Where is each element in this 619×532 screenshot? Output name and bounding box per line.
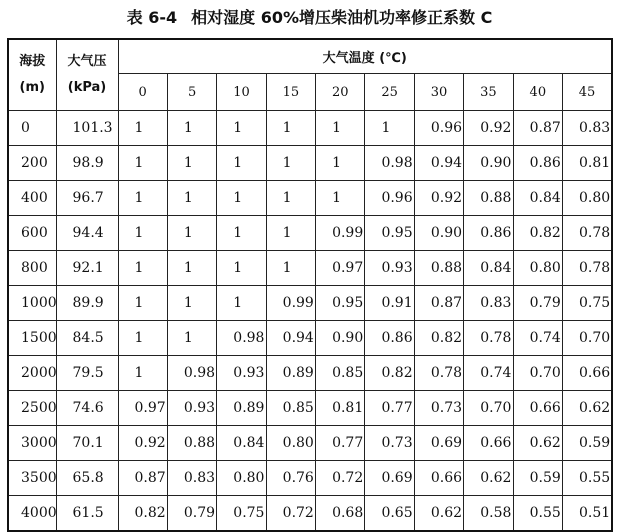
coefficient-cell: 1 xyxy=(118,251,167,286)
coefficient-cell: 0.83 xyxy=(563,111,612,146)
coefficient-cell: 0.75 xyxy=(217,496,266,532)
coefficient-cell: 0.58 xyxy=(464,496,513,532)
temperature-column-header: 15 xyxy=(266,74,315,111)
coefficient-cell: 0.85 xyxy=(316,356,365,391)
altitude-cell: 3000 xyxy=(8,426,56,461)
coefficient-cell: 0.83 xyxy=(464,286,513,321)
table-row xyxy=(8,251,612,286)
coefficient-cell: 0.78 xyxy=(414,356,463,391)
temperature-column-header: 0 xyxy=(118,74,167,111)
coefficient-cell: 1 xyxy=(118,356,167,391)
coefficient-cell: 0.77 xyxy=(316,426,365,461)
coefficient-cell: 0.82 xyxy=(414,321,463,356)
pressure-cell: 61.5 xyxy=(56,496,118,532)
coefficient-cell: 0.70 xyxy=(513,356,562,391)
coefficient-cell: 0.51 xyxy=(563,496,612,532)
table-number: 表 6-4 xyxy=(126,8,178,27)
coefficient-cell: 0.89 xyxy=(217,391,266,426)
coefficient-cell: 0.59 xyxy=(563,426,612,461)
coefficient-cell: 0.73 xyxy=(414,391,463,426)
coefficient-cell: 0.97 xyxy=(316,251,365,286)
temperature-column-header: 35 xyxy=(464,74,513,111)
coefficient-cell: 0.72 xyxy=(266,496,315,532)
coefficient-cell: 0.69 xyxy=(414,426,463,461)
coefficient-cell: 1 xyxy=(365,111,414,146)
coefficient-cell: 0.78 xyxy=(563,251,612,286)
coefficient-cell: 0.93 xyxy=(217,356,266,391)
coefficient-cell: 1 xyxy=(167,251,216,286)
coefficient-cell: 0.92 xyxy=(118,426,167,461)
temperature-column-header: 30 xyxy=(414,74,463,111)
coefficient-cell: 1 xyxy=(266,216,315,251)
coefficient-cell: 0.88 xyxy=(414,251,463,286)
coefficient-cell: 0.78 xyxy=(563,216,612,251)
coefficient-cell: 1 xyxy=(167,111,216,146)
coefficient-cell: 1 xyxy=(217,216,266,251)
pressure-cell: 65.8 xyxy=(56,461,118,496)
coefficient-cell: 0.88 xyxy=(464,181,513,216)
altitude-cell: 4000 xyxy=(8,496,56,532)
coefficient-cell: 0.87 xyxy=(513,111,562,146)
coefficient-cell: 0.80 xyxy=(563,181,612,216)
coefficient-cell: 0.91 xyxy=(365,286,414,321)
temperature-column-header: 5 xyxy=(167,74,216,111)
coefficient-cell: 0.79 xyxy=(513,286,562,321)
altitude-cell: 600 xyxy=(8,216,56,251)
coefficient-cell: 1 xyxy=(217,111,266,146)
temperature-header: 大气温度 (℃) xyxy=(118,39,612,74)
coefficient-cell: 0.66 xyxy=(513,391,562,426)
altitude-cell: 1000 xyxy=(8,286,56,321)
table-caption: 相对湿度 60%增压柴油机功率修正系数 C xyxy=(191,8,493,27)
coefficient-cell: 0.79 xyxy=(167,496,216,532)
coefficient-cell: 0.99 xyxy=(316,216,365,251)
coefficient-cell: 1 xyxy=(266,251,315,286)
coefficient-cell: 1 xyxy=(217,251,266,286)
coefficient-cell: 1 xyxy=(118,111,167,146)
pressure-header: 大气压 (kPa) xyxy=(56,39,118,111)
temperature-column-header: 40 xyxy=(513,74,562,111)
altitude-cell: 2500 xyxy=(8,391,56,426)
coefficient-cell: 0.92 xyxy=(464,111,513,146)
coefficient-cell: 0.90 xyxy=(464,146,513,181)
coefficient-cell: 0.70 xyxy=(563,321,612,356)
coefficient-cell: 0.86 xyxy=(365,321,414,356)
coefficient-cell: 0.87 xyxy=(414,286,463,321)
coefficient-cell: 0.95 xyxy=(316,286,365,321)
coefficient-cell: 1 xyxy=(217,181,266,216)
coefficient-cell: 0.82 xyxy=(513,216,562,251)
coefficient-cell: 1 xyxy=(266,146,315,181)
coefficient-cell: 0.80 xyxy=(217,461,266,496)
coefficient-cell: 0.98 xyxy=(217,321,266,356)
coefficient-cell: 0.90 xyxy=(414,216,463,251)
coefficient-cell: 0.99 xyxy=(266,286,315,321)
table-row xyxy=(8,321,612,356)
coefficient-cell: 0.62 xyxy=(563,391,612,426)
coefficient-cell: 1 xyxy=(266,111,315,146)
coefficient-cell: 1 xyxy=(316,181,365,216)
table-row xyxy=(8,181,612,216)
coefficient-cell: 0.66 xyxy=(414,461,463,496)
coefficient-cell: 1 xyxy=(266,181,315,216)
coefficient-cell: 0.77 xyxy=(365,391,414,426)
temperature-column-header: 20 xyxy=(316,74,365,111)
coefficient-cell: 0.74 xyxy=(464,356,513,391)
coefficient-cell: 0.80 xyxy=(266,426,315,461)
coefficient-cell: 0.96 xyxy=(365,181,414,216)
coefficient-cell: 0.93 xyxy=(167,391,216,426)
coefficient-cell: 0.59 xyxy=(513,461,562,496)
pressure-cell: 96.7 xyxy=(56,181,118,216)
coefficient-cell: 0.82 xyxy=(365,356,414,391)
coefficient-cell: 0.83 xyxy=(167,461,216,496)
coefficient-cell: 0.68 xyxy=(316,496,365,532)
coefficient-cell: 0.88 xyxy=(167,426,216,461)
coefficient-cell: 0.98 xyxy=(365,146,414,181)
coefficient-cell: 0.70 xyxy=(464,391,513,426)
table-title xyxy=(0,4,619,32)
coefficient-cell: 0.76 xyxy=(266,461,315,496)
coefficient-cell: 0.94 xyxy=(414,146,463,181)
correction-table xyxy=(7,38,613,532)
altitude-cell: 3500 xyxy=(8,461,56,496)
pressure-cell: 101.3 xyxy=(56,111,118,146)
pressure-cell: 98.9 xyxy=(56,146,118,181)
pressure-cell: 84.5 xyxy=(56,321,118,356)
table-row xyxy=(8,426,612,461)
coefficient-cell: 0.92 xyxy=(414,181,463,216)
altitude-cell: 0 xyxy=(8,111,56,146)
pressure-cell: 89.9 xyxy=(56,286,118,321)
coefficient-cell: 0.81 xyxy=(563,146,612,181)
coefficient-cell: 1 xyxy=(167,216,216,251)
table-row xyxy=(8,496,612,532)
pressure-cell: 79.5 xyxy=(56,356,118,391)
pressure-cell: 92.1 xyxy=(56,251,118,286)
altitude-cell: 2000 xyxy=(8,356,56,391)
coefficient-cell: 1 xyxy=(118,286,167,321)
coefficient-cell: 0.81 xyxy=(316,391,365,426)
coefficient-cell: 0.82 xyxy=(118,496,167,532)
temperature-column-header: 10 xyxy=(217,74,266,111)
pressure-cell: 94.4 xyxy=(56,216,118,251)
pressure-cell: 70.1 xyxy=(56,426,118,461)
coefficient-cell: 0.62 xyxy=(513,426,562,461)
coefficient-cell: 0.89 xyxy=(266,356,315,391)
pressure-cell: 74.6 xyxy=(56,391,118,426)
coefficient-cell: 0.84 xyxy=(513,181,562,216)
table-row xyxy=(8,216,612,251)
coefficient-cell: 0.73 xyxy=(365,426,414,461)
coefficient-cell: 1 xyxy=(217,286,266,321)
table-row xyxy=(8,111,612,146)
coefficient-cell: 0.55 xyxy=(563,461,612,496)
coefficient-cell: 0.94 xyxy=(266,321,315,356)
coefficient-cell: 0.84 xyxy=(464,251,513,286)
coefficient-cell: 0.95 xyxy=(365,216,414,251)
coefficient-cell: 0.66 xyxy=(563,356,612,391)
coefficient-cell: 1 xyxy=(118,321,167,356)
coefficient-cell: 0.62 xyxy=(414,496,463,532)
coefficient-cell: 0.72 xyxy=(316,461,365,496)
coefficient-cell: 1 xyxy=(118,181,167,216)
coefficient-cell: 1 xyxy=(167,181,216,216)
table-body xyxy=(8,111,612,532)
table-row xyxy=(8,356,612,391)
coefficient-cell: 0.55 xyxy=(513,496,562,532)
coefficient-cell: 0.90 xyxy=(316,321,365,356)
coefficient-cell: 0.85 xyxy=(266,391,315,426)
coefficient-cell: 0.87 xyxy=(118,461,167,496)
coefficient-cell: 0.98 xyxy=(167,356,216,391)
coefficient-cell: 0.66 xyxy=(464,426,513,461)
coefficient-cell: 0.96 xyxy=(414,111,463,146)
altitude-cell: 1500 xyxy=(8,321,56,356)
coefficient-cell: 1 xyxy=(118,146,167,181)
table-row xyxy=(8,286,612,321)
temperature-column-header: 25 xyxy=(365,74,414,111)
coefficient-cell: 0.97 xyxy=(118,391,167,426)
coefficient-cell: 0.93 xyxy=(365,251,414,286)
coefficient-cell: 0.69 xyxy=(365,461,414,496)
coefficient-cell: 1 xyxy=(316,146,365,181)
coefficient-cell: 1 xyxy=(167,286,216,321)
coefficient-cell: 0.65 xyxy=(365,496,414,532)
altitude-cell: 200 xyxy=(8,146,56,181)
coefficient-cell: 1 xyxy=(316,111,365,146)
coefficient-cell: 0.75 xyxy=(563,286,612,321)
coefficient-cell: 0.74 xyxy=(513,321,562,356)
coefficient-cell: 0.80 xyxy=(513,251,562,286)
coefficient-cell: 0.86 xyxy=(464,216,513,251)
coefficient-cell: 1 xyxy=(217,146,266,181)
coefficient-cell: 1 xyxy=(167,146,216,181)
altitude-cell: 800 xyxy=(8,251,56,286)
table-row xyxy=(8,146,612,181)
coefficient-cell: 0.62 xyxy=(464,461,513,496)
table-row xyxy=(8,391,612,426)
coefficient-cell: 0.84 xyxy=(217,426,266,461)
table-row xyxy=(8,461,612,496)
altitude-header: 海拔 (m) xyxy=(8,39,56,111)
coefficient-cell: 0.86 xyxy=(513,146,562,181)
altitude-cell: 400 xyxy=(8,181,56,216)
coefficient-cell: 1 xyxy=(167,321,216,356)
coefficient-cell: 0.78 xyxy=(464,321,513,356)
coefficient-cell: 1 xyxy=(118,216,167,251)
temperature-column-header: 45 xyxy=(563,74,612,111)
